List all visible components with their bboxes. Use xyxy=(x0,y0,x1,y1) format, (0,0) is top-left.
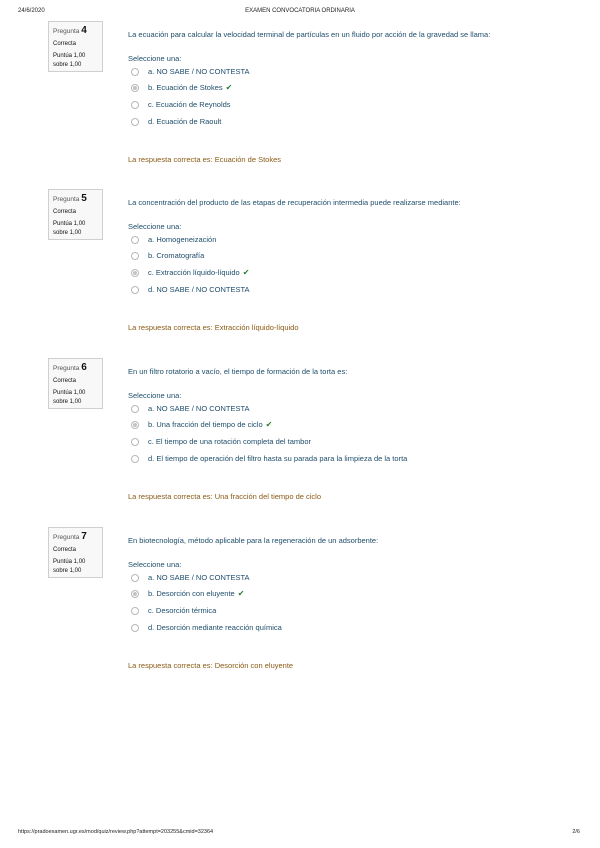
question-info-box xyxy=(48,21,103,72)
answer-option-label: c. Extracción líquido-líquido xyxy=(148,268,240,277)
question-score: Puntúa 1,00 xyxy=(53,559,86,565)
answer-option-label: b. Ecuación de Stokes xyxy=(148,83,223,92)
check-icon: ✔ xyxy=(237,589,245,598)
question-label: Pregunta xyxy=(53,534,80,541)
answer-prompt: Seleccione una: xyxy=(128,54,182,63)
radio-button[interactable] xyxy=(131,68,139,76)
question-max-score: sobre 1,00 xyxy=(53,230,82,236)
radio-button[interactable] xyxy=(131,236,139,244)
correct-answer-feedback: La respuesta correcta es: Extracción líquido-líquido xyxy=(128,323,299,332)
question-number: 4 xyxy=(81,25,87,36)
question-text: En un filtro rotatorio a vacío, el tiempo de formación de la torta es: xyxy=(128,367,348,376)
question-number: 7 xyxy=(81,531,87,542)
question-label: Pregunta xyxy=(53,196,80,203)
correct-answer-feedback: La respuesta correcta es: Desorción con eluyente xyxy=(128,661,294,670)
question-info-box xyxy=(48,527,103,578)
print-footer xyxy=(0,829,600,841)
question-max-score: sobre 1,00 xyxy=(53,568,82,574)
answer-option-label: d. Ecuación de Raoult xyxy=(148,117,222,126)
answer-option-label: d. El tiempo de operación del filtro hasta su parada para la limpieza de la torta xyxy=(148,454,408,463)
question-number: 5 xyxy=(81,193,87,204)
answer-option-label: c. El tiempo de una rotación completa del tambor xyxy=(148,437,312,446)
question-label: Pregunta xyxy=(53,28,80,35)
radio-button[interactable] xyxy=(131,405,139,413)
print-header xyxy=(0,8,600,20)
question-score: Puntúa 1,00 xyxy=(53,53,86,59)
question-number: 6 xyxy=(81,362,87,373)
answer-option-label: b. Una fracción del tiempo de ciclo xyxy=(148,420,263,429)
answer-prompt: Seleccione una: xyxy=(128,222,182,231)
radio-button[interactable] xyxy=(131,438,139,446)
radio-button[interactable] xyxy=(131,421,139,429)
radio-button[interactable] xyxy=(131,455,139,463)
print-title: EXAMEN CONVOCATORIA ORDINARIA xyxy=(245,8,355,14)
answer-option-label: a. NO SABE / NO CONTESTA xyxy=(148,404,250,413)
question-label: Pregunta xyxy=(53,365,80,372)
radio-button[interactable] xyxy=(131,590,139,598)
answer-option-label: c. Ecuación de Reynolds xyxy=(148,100,231,109)
question-text: En biotecnología, método aplicable para la regeneración de un adsorbente: xyxy=(128,536,379,545)
answer-option-label: a. NO SABE / NO CONTESTA xyxy=(148,67,250,76)
question-state: Correcta xyxy=(53,378,77,384)
answer-option-label: d. NO SABE / NO CONTESTA xyxy=(148,285,250,294)
answer-prompt: Seleccione una: xyxy=(128,560,182,569)
radio-button[interactable] xyxy=(131,269,139,277)
radio-button[interactable] xyxy=(131,101,139,109)
answer-option-label: c. Desorción térmica xyxy=(148,606,217,615)
check-icon: ✔ xyxy=(265,420,273,429)
radio-button[interactable] xyxy=(131,252,139,260)
check-icon: ✔ xyxy=(242,268,250,277)
answer-option-label: b. Desorción con eluyente xyxy=(148,589,235,598)
question-text: La concentración del producto de las etapas de recuperación intermedia puede realizarse mediante: xyxy=(128,198,461,207)
answer-option-label: a. Homogeneización xyxy=(148,235,217,244)
question-state: Correcta xyxy=(53,547,77,553)
radio-button[interactable] xyxy=(131,118,139,126)
answer-option-label: b. Cromatografía xyxy=(148,251,205,260)
answer-option-label: a. NO SABE / NO CONTESTA xyxy=(148,573,250,582)
question-state: Correcta xyxy=(53,41,77,47)
question-max-score: sobre 1,00 xyxy=(53,399,82,405)
question-max-score: sobre 1,00 xyxy=(53,62,82,68)
correct-answer-feedback: La respuesta correcta es: Ecuación de Stokes xyxy=(128,155,282,164)
radio-button[interactable] xyxy=(131,84,139,92)
radio-button[interactable] xyxy=(131,574,139,582)
answer-option-label: d. Desorción mediante reacción química xyxy=(148,623,282,632)
page-url[interactable]: https://pradoexamen.ugr.es/mod/quiz/review.php?attempt=203255&cmid=32364 xyxy=(18,829,214,835)
radio-button[interactable] xyxy=(131,607,139,615)
question-score: Puntúa 1,00 xyxy=(53,390,86,396)
answer-prompt: Seleccione una: xyxy=(128,391,182,400)
radio-button[interactable] xyxy=(131,286,139,294)
correct-answer-feedback: La respuesta correcta es: Una fracción del tiempo de ciclo xyxy=(128,492,322,501)
radio-button[interactable] xyxy=(131,624,139,632)
print-date: 24/6/2020 xyxy=(18,8,45,14)
question-info-box xyxy=(48,358,103,409)
question-score: Puntúa 1,00 xyxy=(53,221,86,227)
check-icon: ✔ xyxy=(225,83,233,92)
question-text: La ecuación para calcular la velocidad terminal de partículas en un fluido por acción de la gravedad se llama: xyxy=(128,30,491,39)
question-info-box xyxy=(48,189,103,240)
question-state: Correcta xyxy=(53,209,77,215)
page-number: 2/6 xyxy=(572,829,580,835)
